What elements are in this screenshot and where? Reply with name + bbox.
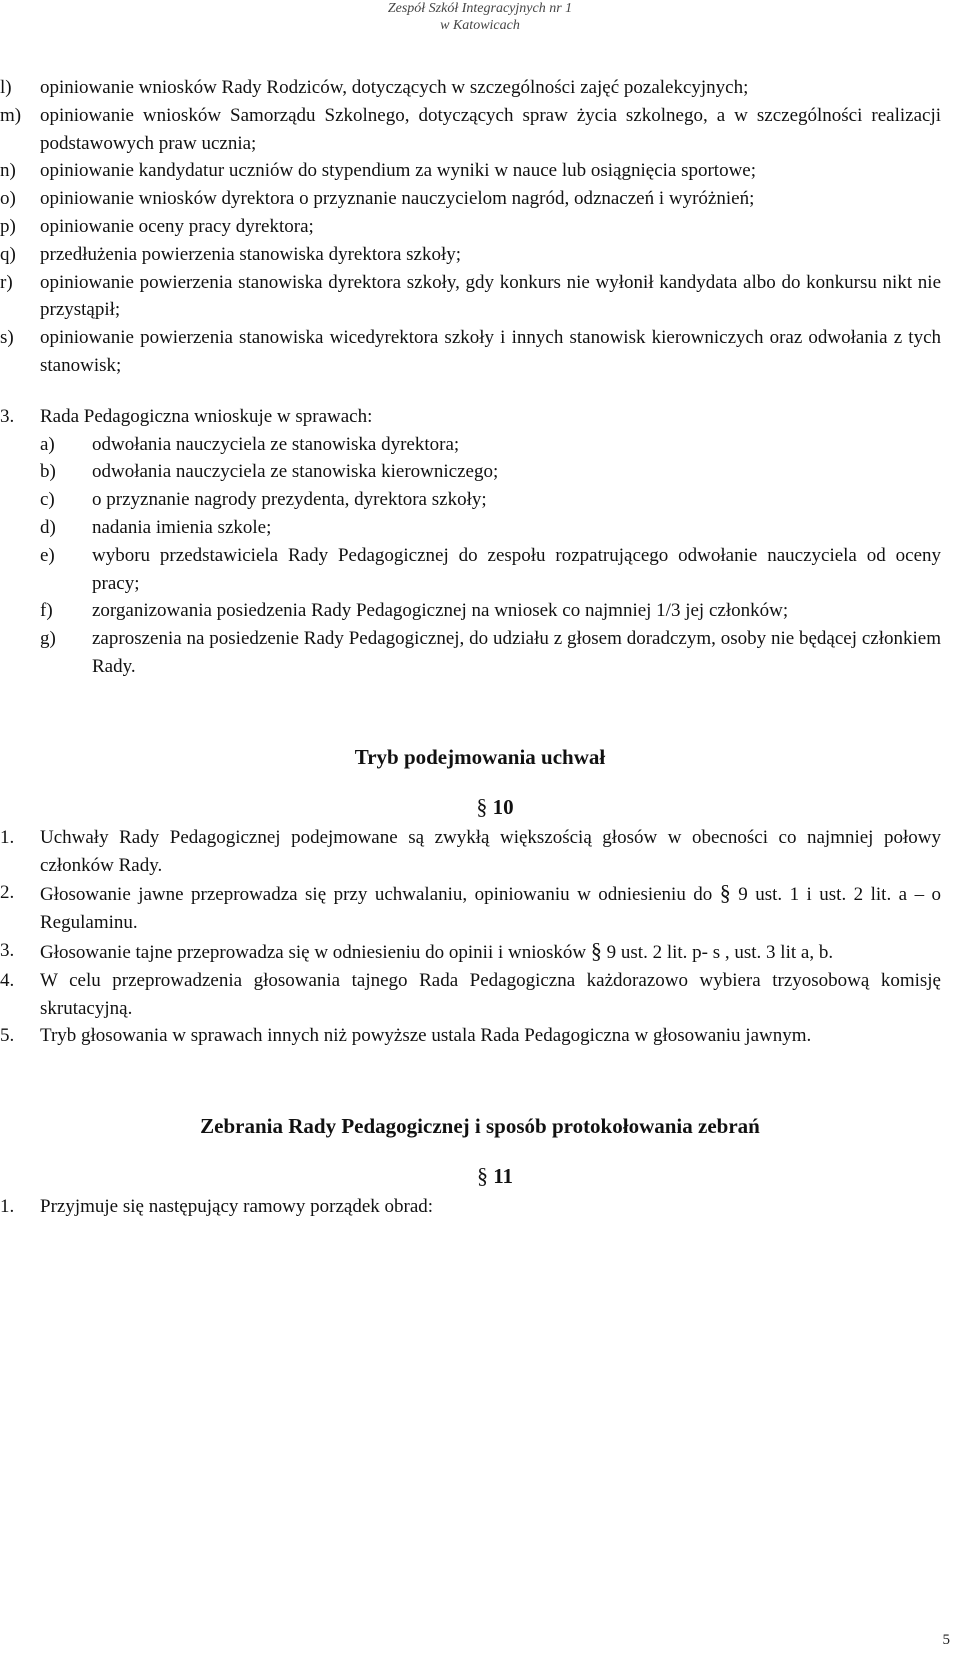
point-3-text: Rada Pedagogiczna wnioskuje w sprawach: bbox=[40, 405, 373, 427]
list-item-label: 4. bbox=[0, 969, 15, 991]
section-sign-icon: § bbox=[476, 1163, 488, 1189]
list-item-text: W celu przeprowadzenia głosowania tajnego Rada Pedagogiczna każdorazowo wybiera trzyosobową komisję skrutacyjną. bbox=[40, 969, 941, 1019]
list-item-text: opiniowanie wniosków Samorządu Szkolnego, dotyczących spraw życia szkolnego, a w szczególności realizacji podstawowych praw ucznia; bbox=[40, 104, 941, 154]
list-item-text: wyboru przedstawiciela Rady Pedagogicznej do zespołu rozpatrującego odwołanie nauczyciela od oceny pracy; bbox=[92, 544, 941, 594]
list-item bbox=[0, 1193, 941, 1221]
list-item-label: o) bbox=[0, 188, 16, 210]
list-item bbox=[0, 185, 941, 213]
list-item-label: e) bbox=[40, 544, 55, 566]
list-item bbox=[40, 597, 941, 625]
section-10-title: Tryb podejmowania uchwał bbox=[354, 744, 606, 769]
list-item bbox=[0, 824, 941, 880]
list-item-text: opiniowanie kandydatur uczniów do stypendium za wyniki w nauce lub osiągnięcia sportowe; bbox=[40, 160, 757, 182]
list-item-label: q) bbox=[0, 243, 16, 265]
list-item-label: 2. bbox=[0, 882, 15, 904]
list-item bbox=[0, 213, 941, 241]
list-item bbox=[40, 625, 941, 681]
list-item-label: 1. bbox=[0, 1196, 15, 1218]
point-3 bbox=[0, 403, 960, 681]
list-item-label: c) bbox=[40, 489, 55, 511]
list-item-text: odwołania nauczyciela ze stanowiska dyrektora; bbox=[92, 433, 460, 455]
section-11-number: § 11 bbox=[476, 1163, 514, 1189]
list-item-label: m) bbox=[0, 104, 22, 126]
list-item bbox=[0, 1022, 941, 1050]
list-item bbox=[40, 542, 941, 598]
list-item-text: nadania imienia szkole; bbox=[92, 516, 272, 538]
list-item bbox=[0, 937, 941, 967]
list-item-text: 9 ust. 1 i ust. 2 lit. a – o Regulaminu. bbox=[40, 884, 942, 934]
page-number: 5 bbox=[942, 1632, 950, 1648]
list-item bbox=[0, 74, 941, 102]
list-item bbox=[40, 458, 941, 486]
section-11-title: Zebrania Rady Pedagogicznej i sposób protokołowania zebrań bbox=[200, 1114, 760, 1139]
list-item bbox=[40, 486, 941, 514]
list-item-text: opiniowanie wniosków dyrektora o przyznanie nauczycielom nagród, odznaczeń i wyróżnień; bbox=[40, 188, 755, 210]
list-item-text: 9 ust. 2 lit. p- s , ust. 3 lit a, b. bbox=[606, 941, 834, 963]
list-item bbox=[0, 879, 941, 937]
list-item bbox=[0, 269, 941, 325]
list-item bbox=[40, 514, 941, 542]
list-item bbox=[0, 102, 941, 158]
list-item-text: Uchwały Rady Pedagogicznej podejmowane są zwykłą większością głosów w obecności co najmniej połowy członków Rady. bbox=[40, 826, 941, 876]
list-item-label: 1. bbox=[0, 826, 15, 848]
list-item-label: n) bbox=[0, 160, 16, 182]
list-item bbox=[0, 241, 941, 269]
section-11 bbox=[0, 1112, 960, 1221]
list-item-label: b) bbox=[40, 461, 56, 483]
point-3-intro bbox=[0, 403, 941, 431]
document-body bbox=[0, 74, 960, 1221]
page-header bbox=[0, 0, 960, 34]
list-item-text: przedłużenia powierzenia stanowiska dyrektora szkoły; bbox=[40, 243, 462, 265]
list-item-label: 5. bbox=[0, 1025, 15, 1047]
list-item-label: l) bbox=[0, 77, 12, 98]
list-item-label: r) bbox=[0, 271, 13, 293]
list-item-label: d) bbox=[40, 516, 56, 538]
list-item-label: a) bbox=[40, 433, 55, 455]
list-item-text: opiniowanie wniosków Rady Rodziców, dotyczących w szczególności zajęć pozalekcyjnych; bbox=[40, 77, 749, 98]
list-item-text: Tryb głosowania w sprawach innych niż powyższe ustala Rada Pedagogiczna w głosowaniu jawnym. bbox=[40, 1025, 812, 1047]
list-item-label: s) bbox=[0, 327, 14, 349]
list-item-text: opiniowanie powierzenia stanowiska dyrektora szkoły, gdy konkurs nie wyłonił kandydata albo do konkursu nikt nie przystąpił; bbox=[40, 271, 941, 321]
list-item-label: 3. bbox=[0, 939, 15, 961]
list-item-text: opiniowanie powierzenia stanowiska wicedyrektora szkoły i innych stanowisk kierowniczych oraz odwołania z tych stanowisk; bbox=[40, 327, 941, 376]
section-10-list bbox=[0, 824, 960, 1050]
list-item-text: zorganizowania posiedzenia Rady Pedagogicznej na wniosek co najmniej 1/3 jej członków; bbox=[92, 600, 789, 622]
header-school-name: Zespół Szkół Integracyjnych nr 1 bbox=[387, 1, 573, 16]
list-item-text: opiniowanie oceny pracy dyrektora; bbox=[40, 215, 314, 237]
list-item bbox=[0, 157, 941, 185]
list-item-text: o przyznanie nagrody prezydenta, dyrektora szkoły; bbox=[92, 489, 487, 511]
list-item-text: Głosowanie jawne przeprowadza się przy uchwalaniu, opiniowaniu w odniesieniu do bbox=[40, 884, 713, 906]
section-11-list bbox=[0, 1193, 960, 1221]
list-item bbox=[40, 431, 941, 459]
section-10 bbox=[0, 743, 960, 1050]
list-item-label: f) bbox=[40, 600, 53, 622]
list-item-label: g) bbox=[40, 628, 56, 650]
list-item-text: Głosowanie tajne przeprowadza się w odniesieniu do opinii i wniosków bbox=[40, 941, 587, 963]
list-item bbox=[0, 967, 941, 1023]
list-continued bbox=[0, 74, 960, 380]
list-item-text: odwołania nauczyciela ze stanowiska kierowniczego; bbox=[92, 461, 499, 483]
point-3-label: 3. bbox=[0, 405, 15, 427]
list-item-text: zaproszenia na posiedzenie Rady Pedagogicznej, do udziału z głosem doradczym, osoby nie będącej członkiem Rady. bbox=[92, 628, 941, 677]
list-item bbox=[0, 324, 941, 380]
list-item-label: p) bbox=[0, 215, 16, 237]
list-item-text: Przyjmuje się następujący ramowy porządek obrad: bbox=[40, 1196, 434, 1218]
section-10-number: § 10 bbox=[476, 793, 514, 819]
header-city: w Katowicach bbox=[440, 18, 520, 33]
section-sign-icon: § bbox=[719, 880, 731, 906]
section-sign-icon: § bbox=[476, 793, 488, 819]
section-sign-icon: § bbox=[590, 937, 602, 963]
